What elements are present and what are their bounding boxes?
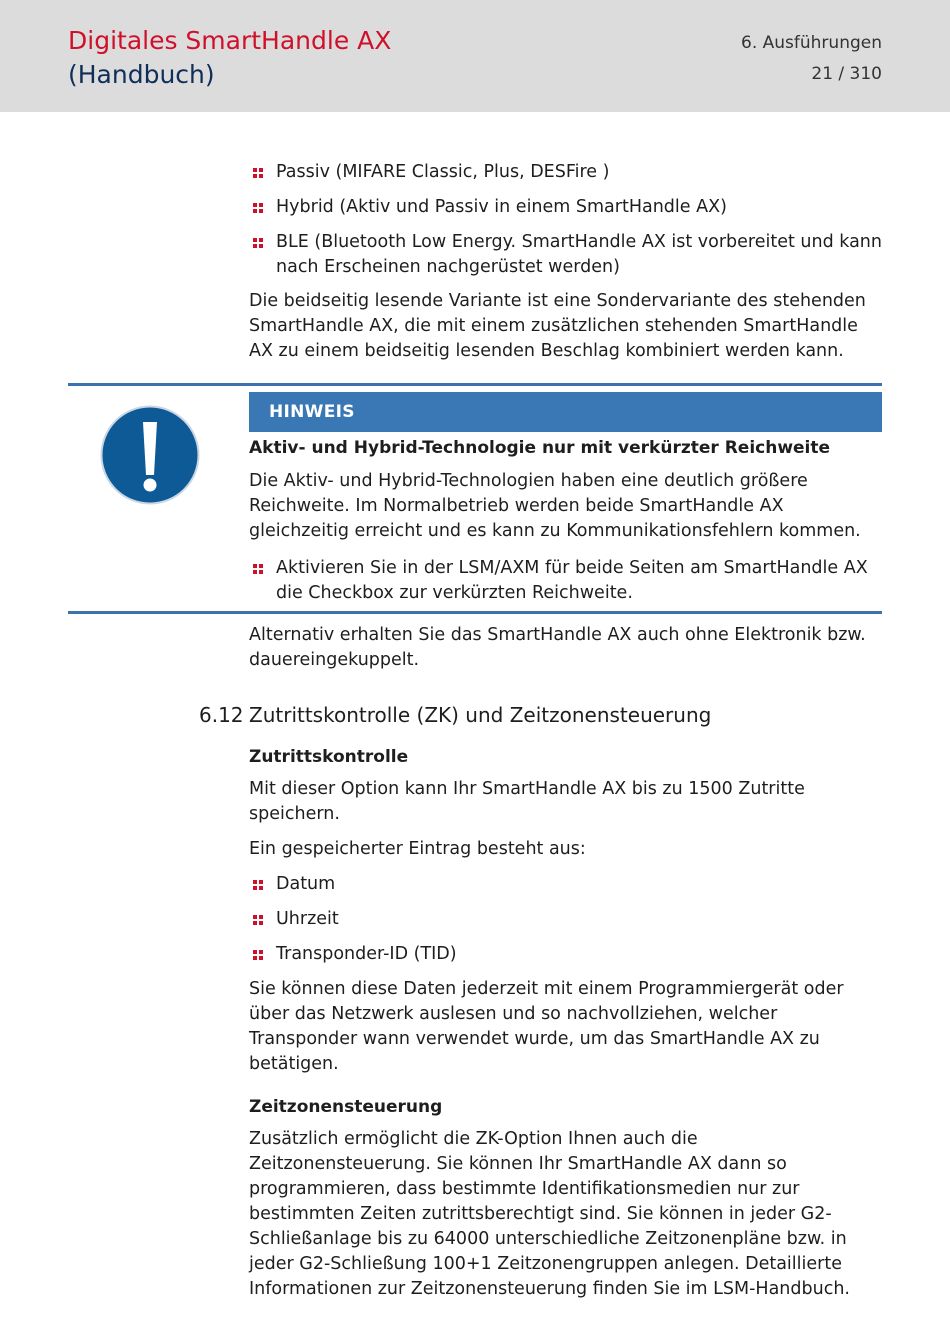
chapter-name: 6. Ausführungen [741,33,882,53]
list-item [249,556,882,606]
bullet-icon [253,203,263,213]
section-title: Zutrittskontrolle (ZK) und Zeitzonensteuerung [249,703,712,727]
variant-paragraph: Die beidseitig lesende Variante ist eine Sondervariante des stehenden SmartHandle AX, die mit einem zusätzlichen stehenden SmartHandle AX zu einem beidseitig lesenden Beschlag kombiniert werden kann. [249,291,866,361]
list-item [249,942,882,967]
page-header [0,0,950,112]
list-item [249,907,882,932]
list-item [249,160,882,185]
entry-list [249,872,882,967]
bullet-icon [253,238,263,248]
bullet-icon [253,168,263,178]
document-title-line1: Digitales SmartHandle AX [68,26,392,55]
zz-paragraph: Zusätzlich ermöglicht die ZK-Option Ihnen auch die Zeitzonensteuerung. Sie können Ihr SmartHandle AX dann so programmieren, dass bestimmte Identifikationsmedien nur zur bestimmten Zeiten zutrittsberechtigt sind. Sie können in jeder G2-Schließanlage bis zu 64000 unterschiedliche Zeitzonenpläne bzw. in jeder G2-Schließung 100+1 Zeitzonengruppen anlegen. Detaillierte Informationen zur Zeitzonensteuerung finden Sie im LSM-Handbuch. [249,1129,850,1299]
notice-label: HINWEIS [249,392,882,432]
list-item-text: Datum [276,874,336,894]
list-item [249,230,882,280]
zk-heading: Zutrittskontrolle [249,747,409,767]
list-item-text: BLE (Bluetooth Low Energy. SmartHandle AX ist vorbereitet und kann nach Erscheinen nachgerüstet werden) [276,232,882,277]
list-item-text: Uhrzeit [276,909,339,929]
zk-paragraph-1: Mit dieser Option kann Ihr SmartHandle AX bis zu 1500 Zutritte speichern. [249,779,805,824]
alt-paragraph: Alternativ erhalten Sie das SmartHandle AX auch ohne Elektronik bzw. dauereingekuppelt. [249,625,866,670]
list-item [249,872,882,897]
notice-text: Die Aktiv- und Hybrid-Technologien haben eine deutlich größere Reichweite. Im Normalbetrieb werden beide SmartHandle AX gleichzeitig erreicht und es kann zu Kommunikationsfehlern kommen. [249,471,861,541]
zk-block [249,745,882,1302]
top-list-block [249,160,882,364]
list-item [249,195,882,220]
technology-list [249,160,882,280]
zz-heading: Zeitzonensteuerung [249,1097,443,1117]
list-item-text: Aktivieren Sie in der LSM/AXM für beide Seiten am SmartHandle AX die Checkbox zur verkürzten Reichweite. [276,558,868,603]
list-item-text: Transponder-ID (TID) [276,944,457,964]
bullet-icon [253,915,263,925]
document-title-line2: (Handbuch) [68,60,215,89]
section-number: 6.12 [199,703,244,727]
zk-paragraph-3: Sie können diese Daten jederzeit mit einem Programmiergerät oder über das Netzwerk auslesen und so nachvollziehen, welcher Transponder wann verwendet wurde, um das SmartHandle AX zu betätigen. [249,979,844,1074]
bullet-icon [253,564,263,574]
notice-top-rule [68,383,882,386]
chapter-info [741,28,882,90]
list-item-text: Hybrid (Aktiv und Passiv in einem SmartHandle AX) [276,197,727,217]
notice-heading: Aktiv- und Hybrid-Technologie nur mit verkürzter Reichweite [249,438,831,458]
document-title [68,24,391,92]
zk-paragraph-2: Ein gespeicherter Eintrag besteht aus: [249,839,586,859]
page-number: 21 / 310 [811,64,882,84]
notice-body [249,436,882,606]
list-item-text: Passiv (MIFARE Classic, Plus, DESFire ) [276,162,610,182]
notice-list [249,556,882,606]
alt-block [249,623,882,673]
bullet-icon [253,880,263,890]
exclamation-icon [100,405,200,505]
bullet-icon [253,950,263,960]
notice-bottom-rule [68,611,882,614]
